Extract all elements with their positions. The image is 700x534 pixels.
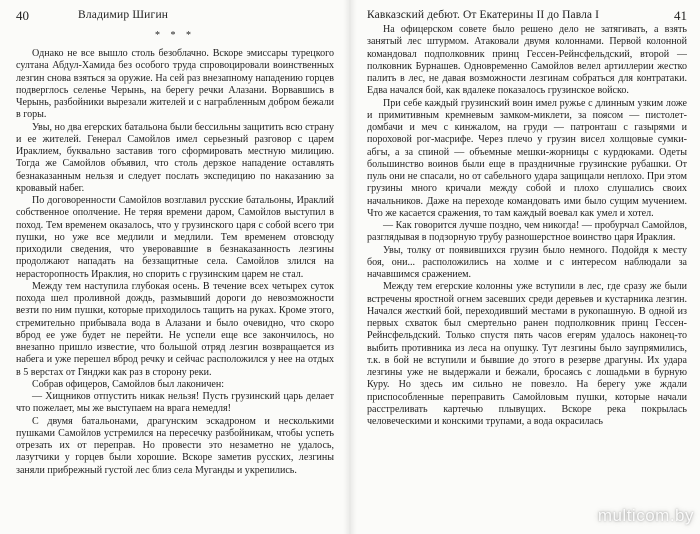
- paragraph: По договоренности Самойлов возглавил русские батальоны, Ираклий собственное ополчение. Не теряя времени даром, Самойлов выступил в поход. Тем временем оказалось, что у грузинского царя с собой всего три пушки, но уже все медлили и медлили. Тем временем отовсюду приходили сведения, что уверовавшие в безнаказанность лезгины продолжают нападать на беззащитные села. Самойлов злился на нерасторопность Ираклия, но спорить с грузинским царем не стал.: [16, 195, 334, 280]
- right-page: [367, 0, 687, 534]
- right-page-body: [367, 24, 687, 534]
- paragraph: — Как говорится лучше поздно, чем никогда! — пробурчал Самойлов, разглядывая в подзорную трубу разношерстное воинство царя Ираклия.: [367, 220, 687, 244]
- left-page-number: 40: [16, 8, 29, 23]
- paragraph: На офицерском совете было решено дело не затягивать, а взять занятый лес штурмом. Атаковали двумя колоннами. Первой колонной командовал подполковник принц Гессен-Рейнсфельдский, второй — полковник Бурнашев. Одновременно Самойлов велел артиллерии жестко палить в лес, не давая возможности лезгинам собраться для контратаки. Едва начался бой, как вдалеке показалось грузинское войско.: [367, 24, 687, 97]
- paragraph: Увы, но два егерских батальона были бессильны защитить всю страну и ее жителей. Генерал Самойлов имел серьезный разговор с царем Ираклием, буквально заставив того сформировать местную милицию. Тогда же Самойлов объявил, что столь дерзкое нападение оставлять безнаказанным нельзя и следует послать экспедицию по наказанию за кровавый набег.: [16, 121, 334, 194]
- paragraph: — Хищников отпустить никак нельзя! Пусть грузинский царь делает что пожелает, мы же выступаем на врага немедля!: [16, 391, 334, 415]
- paragraph: Увы, толку от появившихся грузин было немного. Подойдя к месту боя, они... расположились на холме и с интересом наблюдали за начавшимся сражением.: [367, 244, 687, 280]
- paragraph: Собрав офицеров, Самойлов был лаконичен:: [32, 378, 225, 390]
- paragraph: Однако не все вышло столь безоблачно. Вскоре эмиссары турецкого султана Абдул-Хамида без особого труда спровоцировали воинственных лезгин снова взяться за оружие. На сей раз внезапному нападению горцев подверглось селенье Черынь, на берегу речки Алазани. Ворвавшись в Черынь, разбойники вырезали жителей и с награбленным добром бежали в горы.: [16, 48, 334, 121]
- section-separator: * * *: [155, 30, 195, 41]
- left-page-body: [16, 24, 334, 534]
- book-gutter: [343, 0, 357, 534]
- left-running-head: Владимир Шигин: [78, 9, 169, 21]
- right-running-head: Кавказский дебют. От Екатерины II до Павла I: [367, 9, 600, 21]
- left-page: [16, 0, 334, 534]
- right-page-number: 41: [674, 8, 687, 23]
- paragraph: Между тем егерские колонны уже вступили в лес, где сразу же были встречены яростной огнем засевших среди деревьев и кустарника лезгин. Начался жесткий бой, переходивший местами в рукопашную. В одной из первых схваток был смертельно ранен подполковник принц Гессен-Рейнсфельдский. Только спустя пять часов егерям удалось наконец-то выбить противника из леса на опушку. Тут лезгины было заупрямились, т.к. в бой не вступили и бывшие до этого в резерве драгуны. Их удара лезгины уже не выдержали и бежали, бросаясь с лошадьми в бурную Куру. Но здесь им сильно не повезло. На берегу уже ждали приспособленные переправить Самойловым пушки, которые начали расстреливать картечью плывущих. Вскоре река покрылась человеческими и конскими трупами, а вода окрасилась: [367, 281, 687, 427]
- paragraph: При себе каждый грузинский воин имел ружье с длинным узким ложе и примитивным кремневым замком-миклети, за поясом — пистолет-домбачи и меч с кинжалом, на груди — патронташ с газырями и пороховой рог-масрифе. Через плечо у грузин висел холщовые сумки-абгы, а за спиной — объемные мешки-жорницы с курдюками. Одеты большинство воинов были еще в праздничные грузинские рубашки. От пуль они не спасали, но от сабельного удара защищали неплохо. При этом грузины много кричали между собой и плохо слушались своих начальников. Даже на переходе командовать ими было сущим мучением. Что же касается сражения, то там каждый воевал как умел и хотел.: [367, 97, 687, 219]
- paragraph: С двумя батальонами, драгунским эскадроном и несколькими пушками Самойлов устремился на пересечку разбойникам, чтобы успеть отрезать их от переправ. Но провести это незаметно не удалось, лазутчики у горцев были хорошие. Вскоре заметив русских, лезгины заняли прибрежный густой лес близ села Муганды и укрепились.: [16, 415, 334, 476]
- watermark: multicom.by: [597, 506, 694, 525]
- paragraph: Между тем наступила глубокая осень. В течение всех четырех суток похода шел проливной дождь, размывший дороги до невозможности везти по ним пушки, которые приходилось тащить на руках. Кроме этого, стремительно прибывала вода в Алазани и было очевидно, что скоро вброд ее уже будет не перейти. Не успели еще все закончилось, но внезапно пришло известие, что большой отряд лезгин возвращается из набега и уже перешел вброд речку и сейчас расположился у нее на отдых в 5 верстах от Гянджи как раз в сторону реки.: [16, 280, 334, 378]
